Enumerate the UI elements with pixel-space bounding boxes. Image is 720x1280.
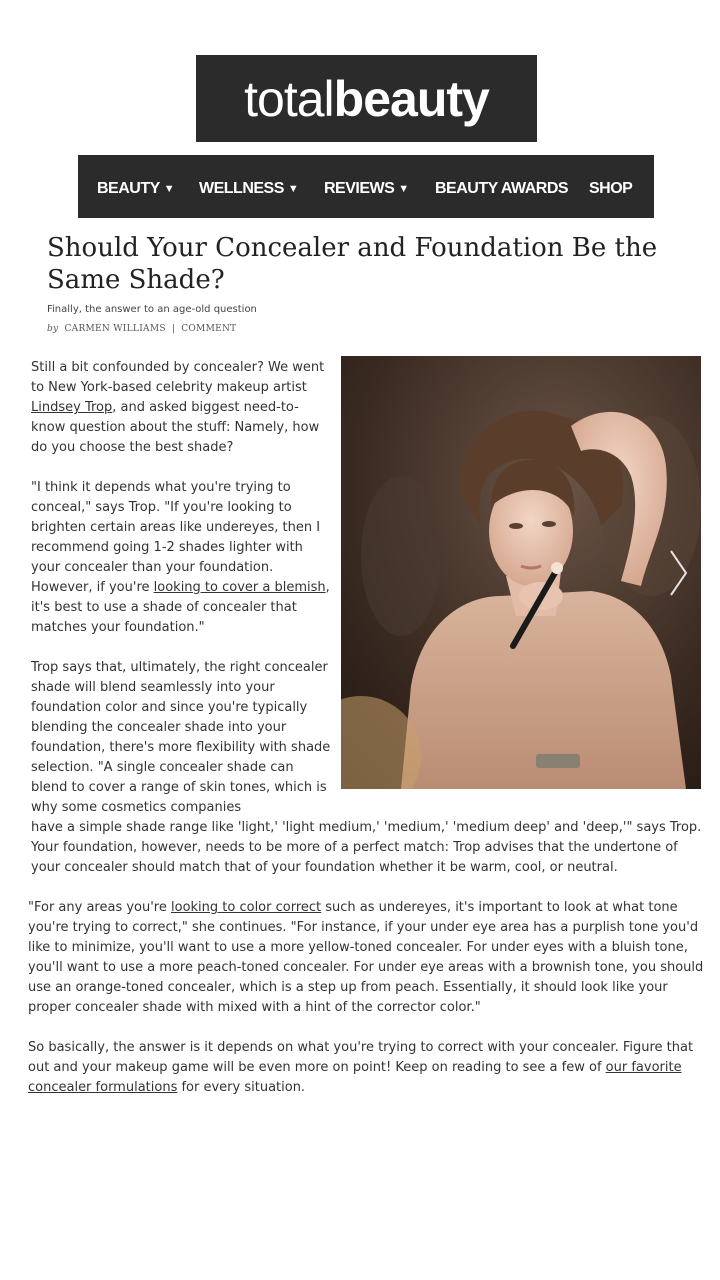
nav-item-beauty-awards[interactable]: [435, 180, 568, 198]
text: such as undereyes, it's important to look at what tone you're trying to correct," she continues. "For instance, if your under eye area has a purplish tone you'd like to minimize, you'll want to use a more yellow-toned concealer. For under eyes with a bluish tone, you'll want to use a more peach-toned concealer. For under eye areas with a brownish tone, you should use an orange-toned concealer, which is a step up from peach. Essentially, it should look like your proper concealer shade with mixed with a hint of the corrector color.": [28, 900, 704, 1015]
link-favorite-concealers[interactable]: our favorite concealer formulations: [28, 1060, 682, 1095]
text: Still a bit confounded by concealer? We went to New York-based celebrity makeup artist: [31, 360, 325, 395]
comment-link[interactable]: COMMENT: [181, 324, 237, 334]
text: have a simple shade range like 'light,' 'light medium,' 'medium,' 'medium deep' and 'deep,'" says Trop. Your foundation, however, needs to be more of a perfect match: Trop advises that the undertone of your concealer should match that of your foundation whether it be warm, cool, or neutral.: [31, 820, 702, 875]
caret-down-icon: ▼: [287, 183, 299, 195]
logo-part-beauty: beauty: [333, 70, 489, 127]
text: "I think it depends what you're trying to conceal," says Trop. "If you're looking to brighten certain areas like undereyes, then I recommend going 1-2 shades lighter with your concealer than your foundation. However, if you're: [31, 480, 321, 595]
text: , and asked biggest need-to-know question about the stuff: Namely, how do you choose the best shade?: [31, 400, 320, 455]
paragraph-4: [28, 898, 708, 1018]
paragraph-3: [28, 658, 708, 878]
paragraph-5: [28, 1038, 708, 1098]
caret-down-icon: ▼: [398, 183, 409, 195]
article-title: Should Your Concealer and Foundation Be the Same Shade?: [47, 233, 658, 295]
article-body: [28, 358, 708, 1118]
text: So basically, the answer is it depends on what you're trying to correct with your concealer. Figure that out and your makeup game will be even more on point! Keep on reading to see a few of: [28, 1040, 694, 1075]
nav-label: BEAUTY AWARDS: [435, 180, 569, 197]
paragraph-1: [28, 358, 331, 458]
paragraph-2: [28, 478, 331, 638]
nav-label: BEAUTY: [97, 180, 160, 197]
nav-label: WELLNESS: [199, 180, 284, 197]
link-cover-blemish[interactable]: looking to cover a blemish: [153, 580, 326, 595]
site-logo[interactable]: [196, 55, 537, 142]
text: , it's best to use a shade of concealer that matches your foundation.": [31, 580, 330, 635]
byline-separator: |: [171, 324, 176, 334]
caret-down-icon: ▼: [163, 183, 175, 195]
article-subtitle: Finally, the answer to an age-old question: [47, 304, 257, 315]
byline: [47, 324, 236, 334]
author-link[interactable]: CARMEN WILLIAMS: [64, 324, 166, 334]
nav-label: SHOP: [589, 180, 633, 197]
nav-item-wellness[interactable]: [199, 180, 298, 198]
nav-item-shop[interactable]: [589, 180, 632, 198]
text: "For any areas you're: [28, 900, 171, 915]
nav-item-beauty[interactable]: [97, 180, 174, 198]
byline-prefix: by: [47, 324, 59, 334]
text: for every situation.: [177, 1080, 306, 1095]
nav-item-reviews[interactable]: [324, 180, 409, 198]
text: Trop says that, ultimately, the right concealer shade will blend seamlessly into your foundation color and since you're typically blending the concealer shade into your foundation, there's more flexibility with shade selection. "A single concealer shade can blend to cover a range of skin tones, which is why some cosmetics companies: [31, 660, 331, 815]
nav-label: REVIEWS: [324, 180, 395, 197]
link-color-correct[interactable]: looking to color correct: [171, 900, 322, 915]
main-nav: [78, 155, 654, 218]
link-lindsey-trop[interactable]: Lindsey Trop: [31, 400, 113, 415]
logo-part-total: total: [244, 70, 334, 127]
